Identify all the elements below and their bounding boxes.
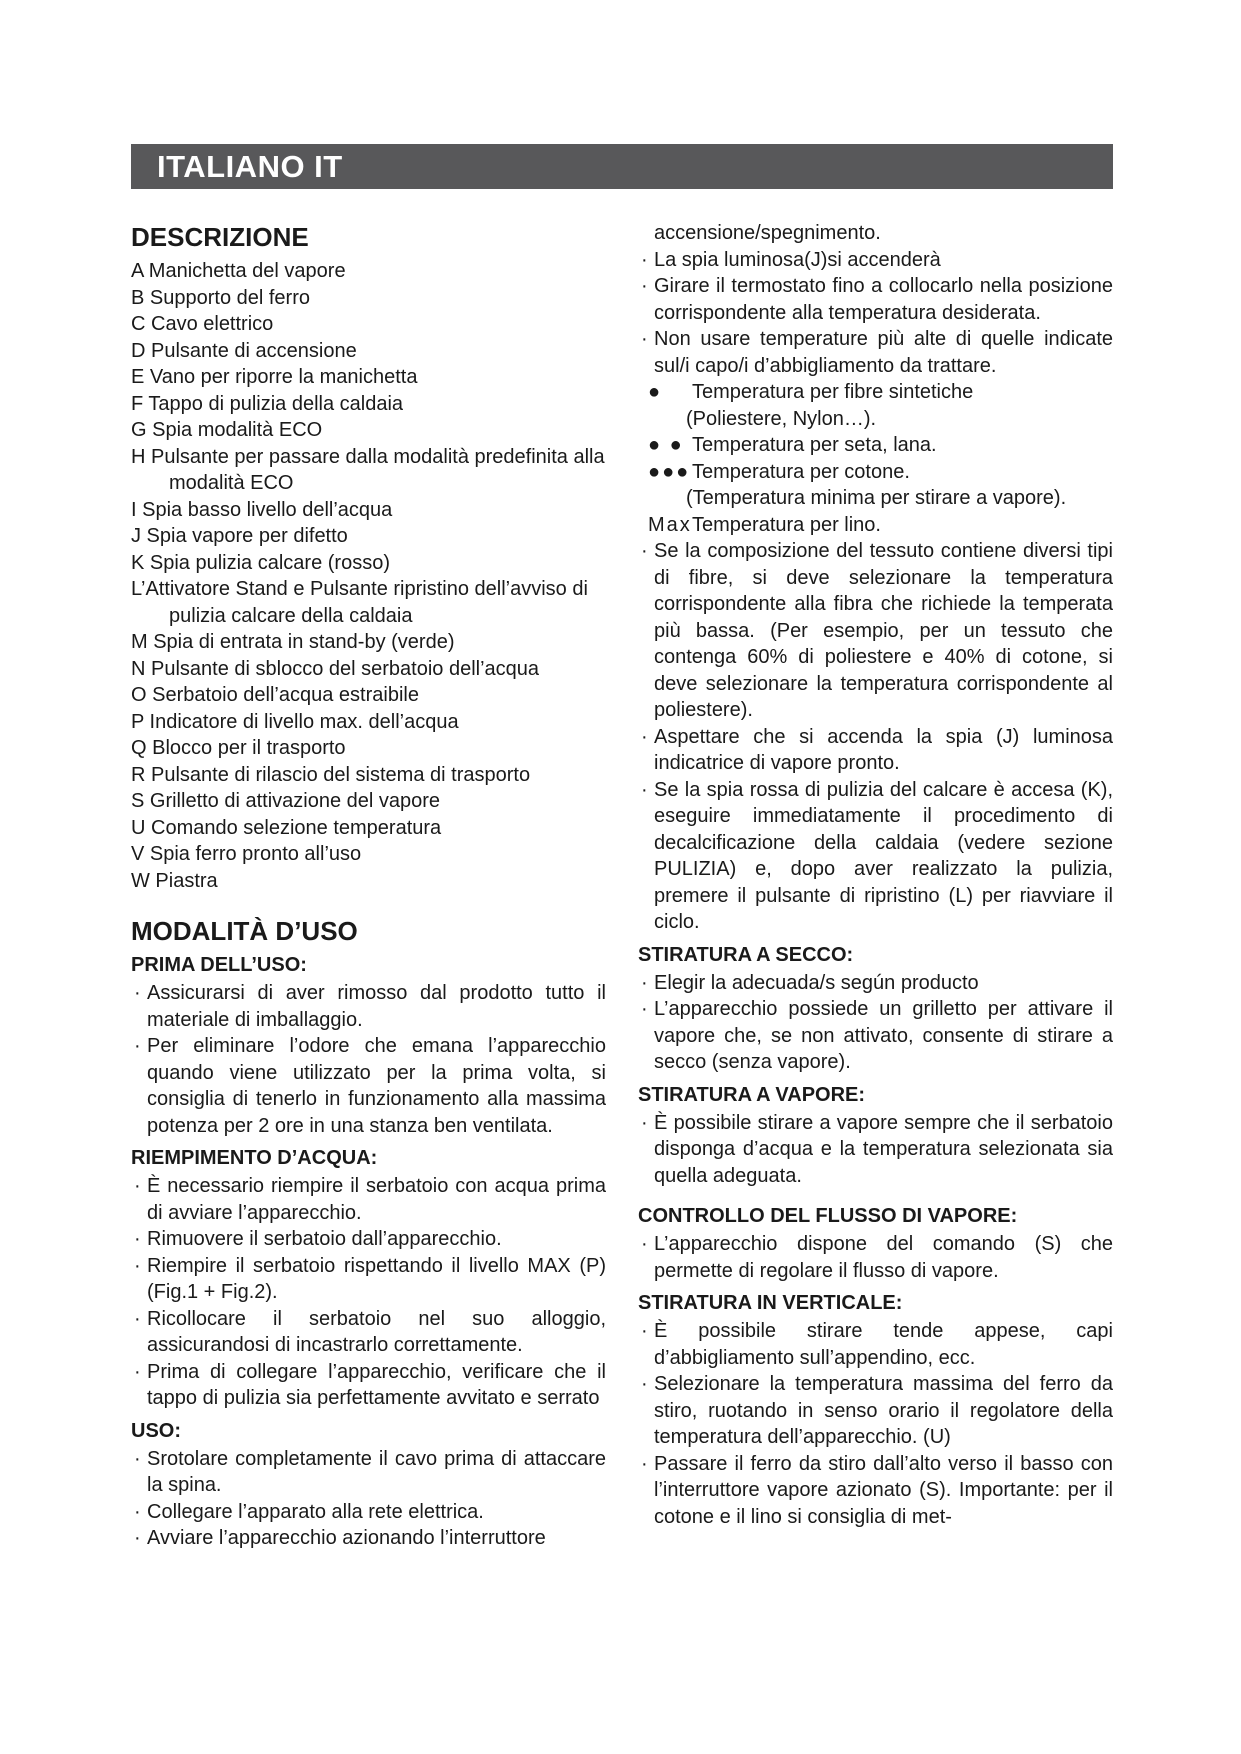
temperature-note: (Temperatura minima per stirare a vapore). (686, 487, 1067, 509)
uso-continuation: accensione/spegnimento. (654, 222, 881, 244)
temperature-label: Temperatura per fibre sintetiche (692, 381, 974, 403)
subheading-uso: USO: (131, 1419, 181, 1442)
riempimento-bullet: · Riempire il serbatoio rispettando il livello MAX (P) (Fig.1 + Fig.2). (131, 1253, 606, 1306)
subheading-prima: PRIMA DELL’USO: (131, 954, 307, 976)
part-b: B Supporto del ferro (131, 286, 310, 309)
verticale-bullet: · Selezionare la temperatura massima del ferro da stiro, ruotando in senso orario il regolatore della temperatura dell’apparecchio. (U) (638, 1371, 1113, 1451)
riempimento-bullet: · Prima di collegare l’apparecchio, verificare che il tappo di pulizia sia perfettamente avvitato e serrato (131, 1359, 606, 1412)
uso-bullet: · Se la composizione del tessuto contiene diversi tipi di fibre, si deve selezionare la temperatura corrispondente alla fibra che richiede la temperata più bassa. (Per esempio, per un tessuto che contenga 60% di poliestere e 40% di cotone, si deve selezionare la temperatura corrispondente al poliestere). (638, 538, 1113, 724)
left-column (131, 214, 606, 1552)
temperature-note: (Poliestere, Nylon…). (686, 407, 877, 430)
subheading-riempimento: RIEMPIMENTO D’ACQUA: (131, 1147, 378, 1169)
uso-bullet: · Girare il termostato fino a collocarlo nella posizione corrispondente alla temperatura desiderata. (638, 273, 1113, 326)
verticale-bullet: · È possibile stirare tende appese, capi d’abbigliamento sull’appendino, ecc. (638, 1318, 1113, 1371)
riempimento-bullet: · Rimuovere il serbatoio dall’apparecchio. (131, 1226, 606, 1253)
temperature-label: Temperatura per cotone. (692, 460, 910, 483)
part-s: S Grilletto di attivazione del vapore (131, 790, 441, 812)
part-o: O Serbatoio dell’acqua estraibile (131, 684, 419, 706)
section-title-descrizione: DESCRIZIONE (131, 222, 309, 252)
subheading-controllo: CONTROLLO DEL FLUSSO DI VAPORE: (638, 1205, 1018, 1227)
right-column (638, 220, 1113, 1530)
vapore-bullet: · È possibile stirare a vapore sempre che il serbatoio disponga d’acqua e la temperatura selezionata sia quella adeguata. (638, 1110, 1113, 1190)
part-f: F Tappo di pulizia della caldaia (131, 392, 404, 415)
part-d: D Pulsante di accensione (131, 339, 357, 362)
max-label: Max (648, 513, 692, 536)
subheading-verticale: STIRATURA IN VERTICALE: (638, 1292, 903, 1314)
secco-bullet: · L’apparecchio possiede un grilletto per attivare il vapore che, se non attivato, consente di stirare a secco (senza vapore). (638, 996, 1113, 1076)
part-u: U Comando selezione temperatura (131, 816, 442, 839)
uso-bullet: · Avviare l’apparecchio azionando l’interruttore (131, 1525, 606, 1552)
part-e: E Vano per riporre la manichetta (131, 366, 418, 388)
part-v: V Spia ferro pronto all’uso (131, 843, 362, 865)
uso-bullet: · Aspettare che si accenda la spia (J) luminosa indicatrice di vapore pronto. (638, 724, 1113, 777)
uso-bullet: · La spia luminosa(J)si accenderà (638, 247, 1113, 274)
part-r: R Pulsante di rilascio del sistema di trasporto (131, 763, 531, 786)
subheading-secco: STIRATURA A SECCO: (638, 943, 854, 966)
part-g: G Spia modalità ECO (131, 419, 323, 441)
subheading-vapore: STIRATURA A VAPORE: (638, 1083, 866, 1106)
temperature-label: Temperatura per lino. (692, 513, 881, 536)
riempimento-bullet: · È necessario riempire il serbatoio con acqua prima di avviare l’apparecchio. (131, 1173, 606, 1226)
verticale-bullet: · Passare il ferro da stiro dall’alto verso il basso con l’interruttore vapore azionato (S). Importante: per il cotone e il lino si consiglia di met- (638, 1451, 1113, 1531)
temperature-row (638, 459, 1113, 486)
part-l: L’Attivatore Stand e Pulsante ripristino dell’avviso di pulizia calcare della caldaia (131, 578, 588, 627)
part-p: P Indicatore di livello max. dell’acqua (131, 710, 459, 733)
part-h: H Pulsante per passare dalla modalità predefinita alla modalità ECO (131, 445, 605, 494)
part-m: M Spia di entrata in stand-by (verde) (131, 631, 455, 653)
dot-one-icon: ● (648, 381, 663, 403)
uso-bullet: · Se la spia rossa di pulizia del calcare è accesa (K), eseguire immediatamente il procedimento di decalcificazione della caldaia (vedere sezione PULIZIA) e, dopo aver realizzato la pulizia, premere il pulsante di ripristino (L) per riavviare il ciclo. (638, 777, 1113, 936)
part-i: I Spia basso livello dell’acqua (131, 498, 393, 521)
part-q: Q Blocco per il trasporto (131, 737, 346, 759)
part-j: J Spia vapore per difetto (131, 525, 348, 547)
controllo-bullet: · L’apparecchio dispone del comando (S) che permette di regolare il flusso di vapore. (638, 1231, 1113, 1284)
part-n: N Pulsante di sblocco del serbatoio dell’acqua (131, 657, 540, 680)
part-w: W Piastra (131, 869, 218, 892)
dot-three-icon: ●●● (648, 460, 691, 483)
temperature-row (638, 512, 1113, 539)
part-a: A Manichetta del vapore (131, 260, 346, 282)
section-title-modalita: MODALITÀ D’USO (131, 916, 358, 946)
secco-bullet: · Elegir la adecuada/s según producto (638, 970, 1113, 997)
dot-two-icon: ● ● (648, 434, 684, 456)
prima-bullet: · Per eliminare l’odore che emana l’apparecchio quando viene utilizzato per la prima volta, si consiglia di tenerlo in funzionamento alla massima potenza per 2 ore in una stanza ben ventilata. (131, 1033, 606, 1139)
uso-bullet: · Non usare temperature più alte di quelle indicate sul/i capo/i d’abbigliamento da trattare. (638, 326, 1113, 379)
part-k: K Spia pulizia calcare (rosso) (131, 551, 390, 574)
uso-bullet: · Srotolare completamente il cavo prima di attaccare la spina. (131, 1446, 606, 1499)
prima-bullet: · Assicurarsi di aver rimosso dal prodotto tutto il materiale di imballaggio. (131, 980, 606, 1033)
temperature-row (638, 432, 1113, 459)
language-header: ITALIANO IT (131, 144, 1113, 189)
temperature-row (638, 379, 1113, 406)
riempimento-bullet: · Ricollocare il serbatoio nel suo alloggio, assicurandosi di incastrarlo correttamente. (131, 1306, 606, 1359)
uso-bullet: · Collegare l’apparato alla rete elettrica. (131, 1499, 606, 1526)
temperature-label: Temperatura per seta, lana. (692, 434, 937, 456)
part-c: C Cavo elettrico (131, 313, 274, 335)
